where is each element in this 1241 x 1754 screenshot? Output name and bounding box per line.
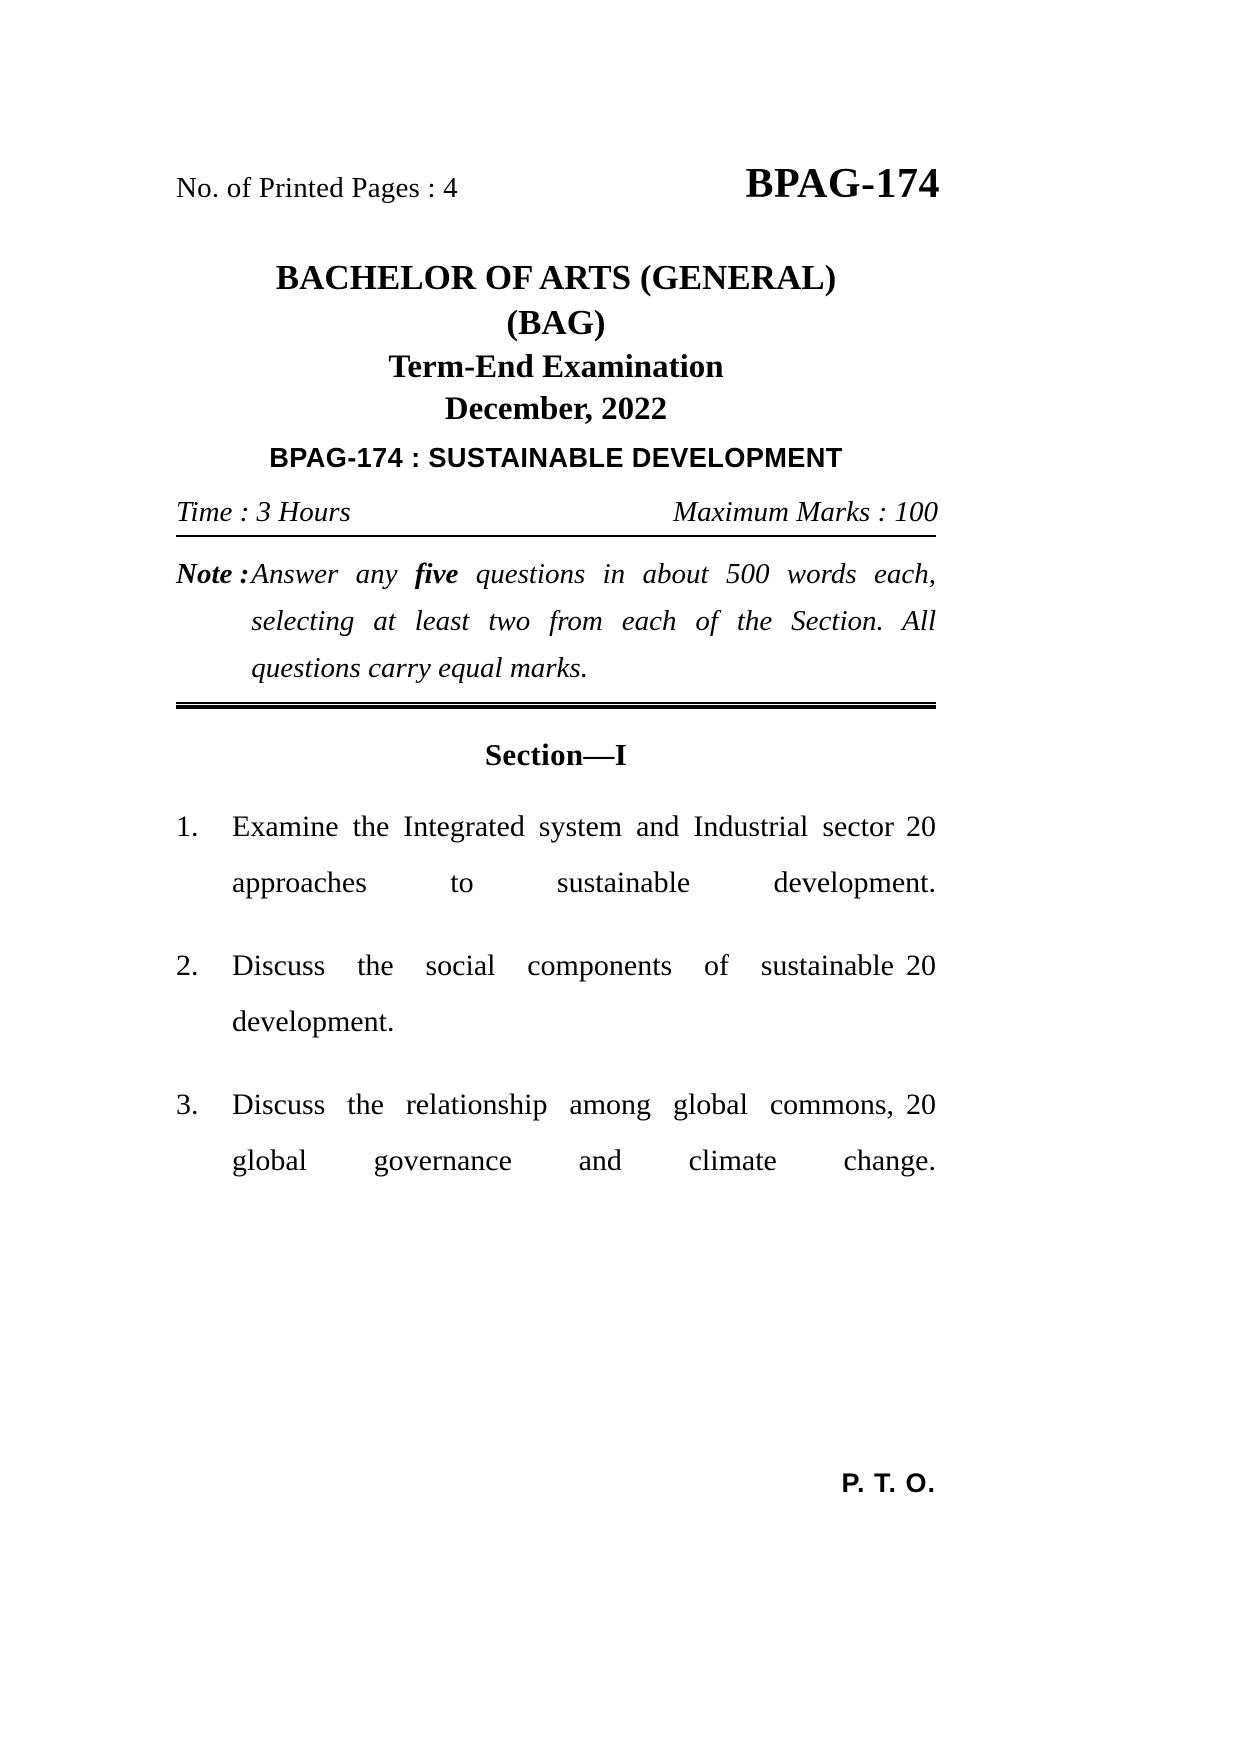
question-marks: 20 [906, 1087, 936, 1121]
header-divider [176, 535, 936, 537]
printed-pages-label: No. of Printed Pages : 4 [176, 172, 458, 204]
note-text-part1: Answer any [251, 558, 415, 591]
question-number: 1. [176, 809, 199, 843]
question-item [176, 799, 936, 912]
question-body [232, 1077, 936, 1190]
question-text: Examine the Integrated system and Industrial sector approaches to sustainable development. [232, 809, 936, 900]
exam-duration: Time : 3 Hours [176, 496, 351, 529]
exam-session: December, 2022 [444, 390, 668, 427]
degree-abbreviation: (BAG) [506, 302, 606, 342]
exam-info-row [176, 496, 936, 535]
question-item [176, 1077, 936, 1190]
exam-type: Term-End Examination [388, 348, 724, 385]
question-number: 3. [176, 1087, 199, 1121]
title-block [176, 256, 936, 430]
question-text: Discuss the relationship among global commons, global governance and climate change. [232, 1087, 936, 1177]
degree-title: BACHELOR OF ARTS (GENERAL) [275, 258, 837, 297]
subject-title: BPAG-174 : SUSTAINABLE DEVELOPMENT [269, 442, 843, 474]
note-emphasis: five [414, 558, 459, 591]
question-marks: 20 [906, 809, 936, 843]
exam-max-marks: Maximum Marks : 100 [673, 496, 938, 529]
question-text: Discuss the social components of sustainable development. [232, 948, 894, 1039]
section-divider [176, 702, 936, 709]
section-heading: Section—I [484, 736, 628, 772]
page-header [176, 160, 940, 216]
question-item [176, 938, 936, 1051]
paper-code: BPAG-174 [745, 161, 940, 207]
note-block [176, 551, 936, 692]
page-turn-over-label: P. T. O. [841, 1468, 936, 1498]
question-number: 2. [176, 948, 199, 982]
note-text [251, 551, 936, 692]
question-body [232, 799, 936, 912]
note-label: Note : [176, 558, 250, 591]
question-marks: 20 [906, 948, 936, 982]
note-text-part2: questions in about 500 words each, selecting at least two from each of the Section. All questions carry equal marks. [251, 558, 936, 684]
page-content [176, 160, 940, 1498]
question-body [232, 938, 936, 1051]
